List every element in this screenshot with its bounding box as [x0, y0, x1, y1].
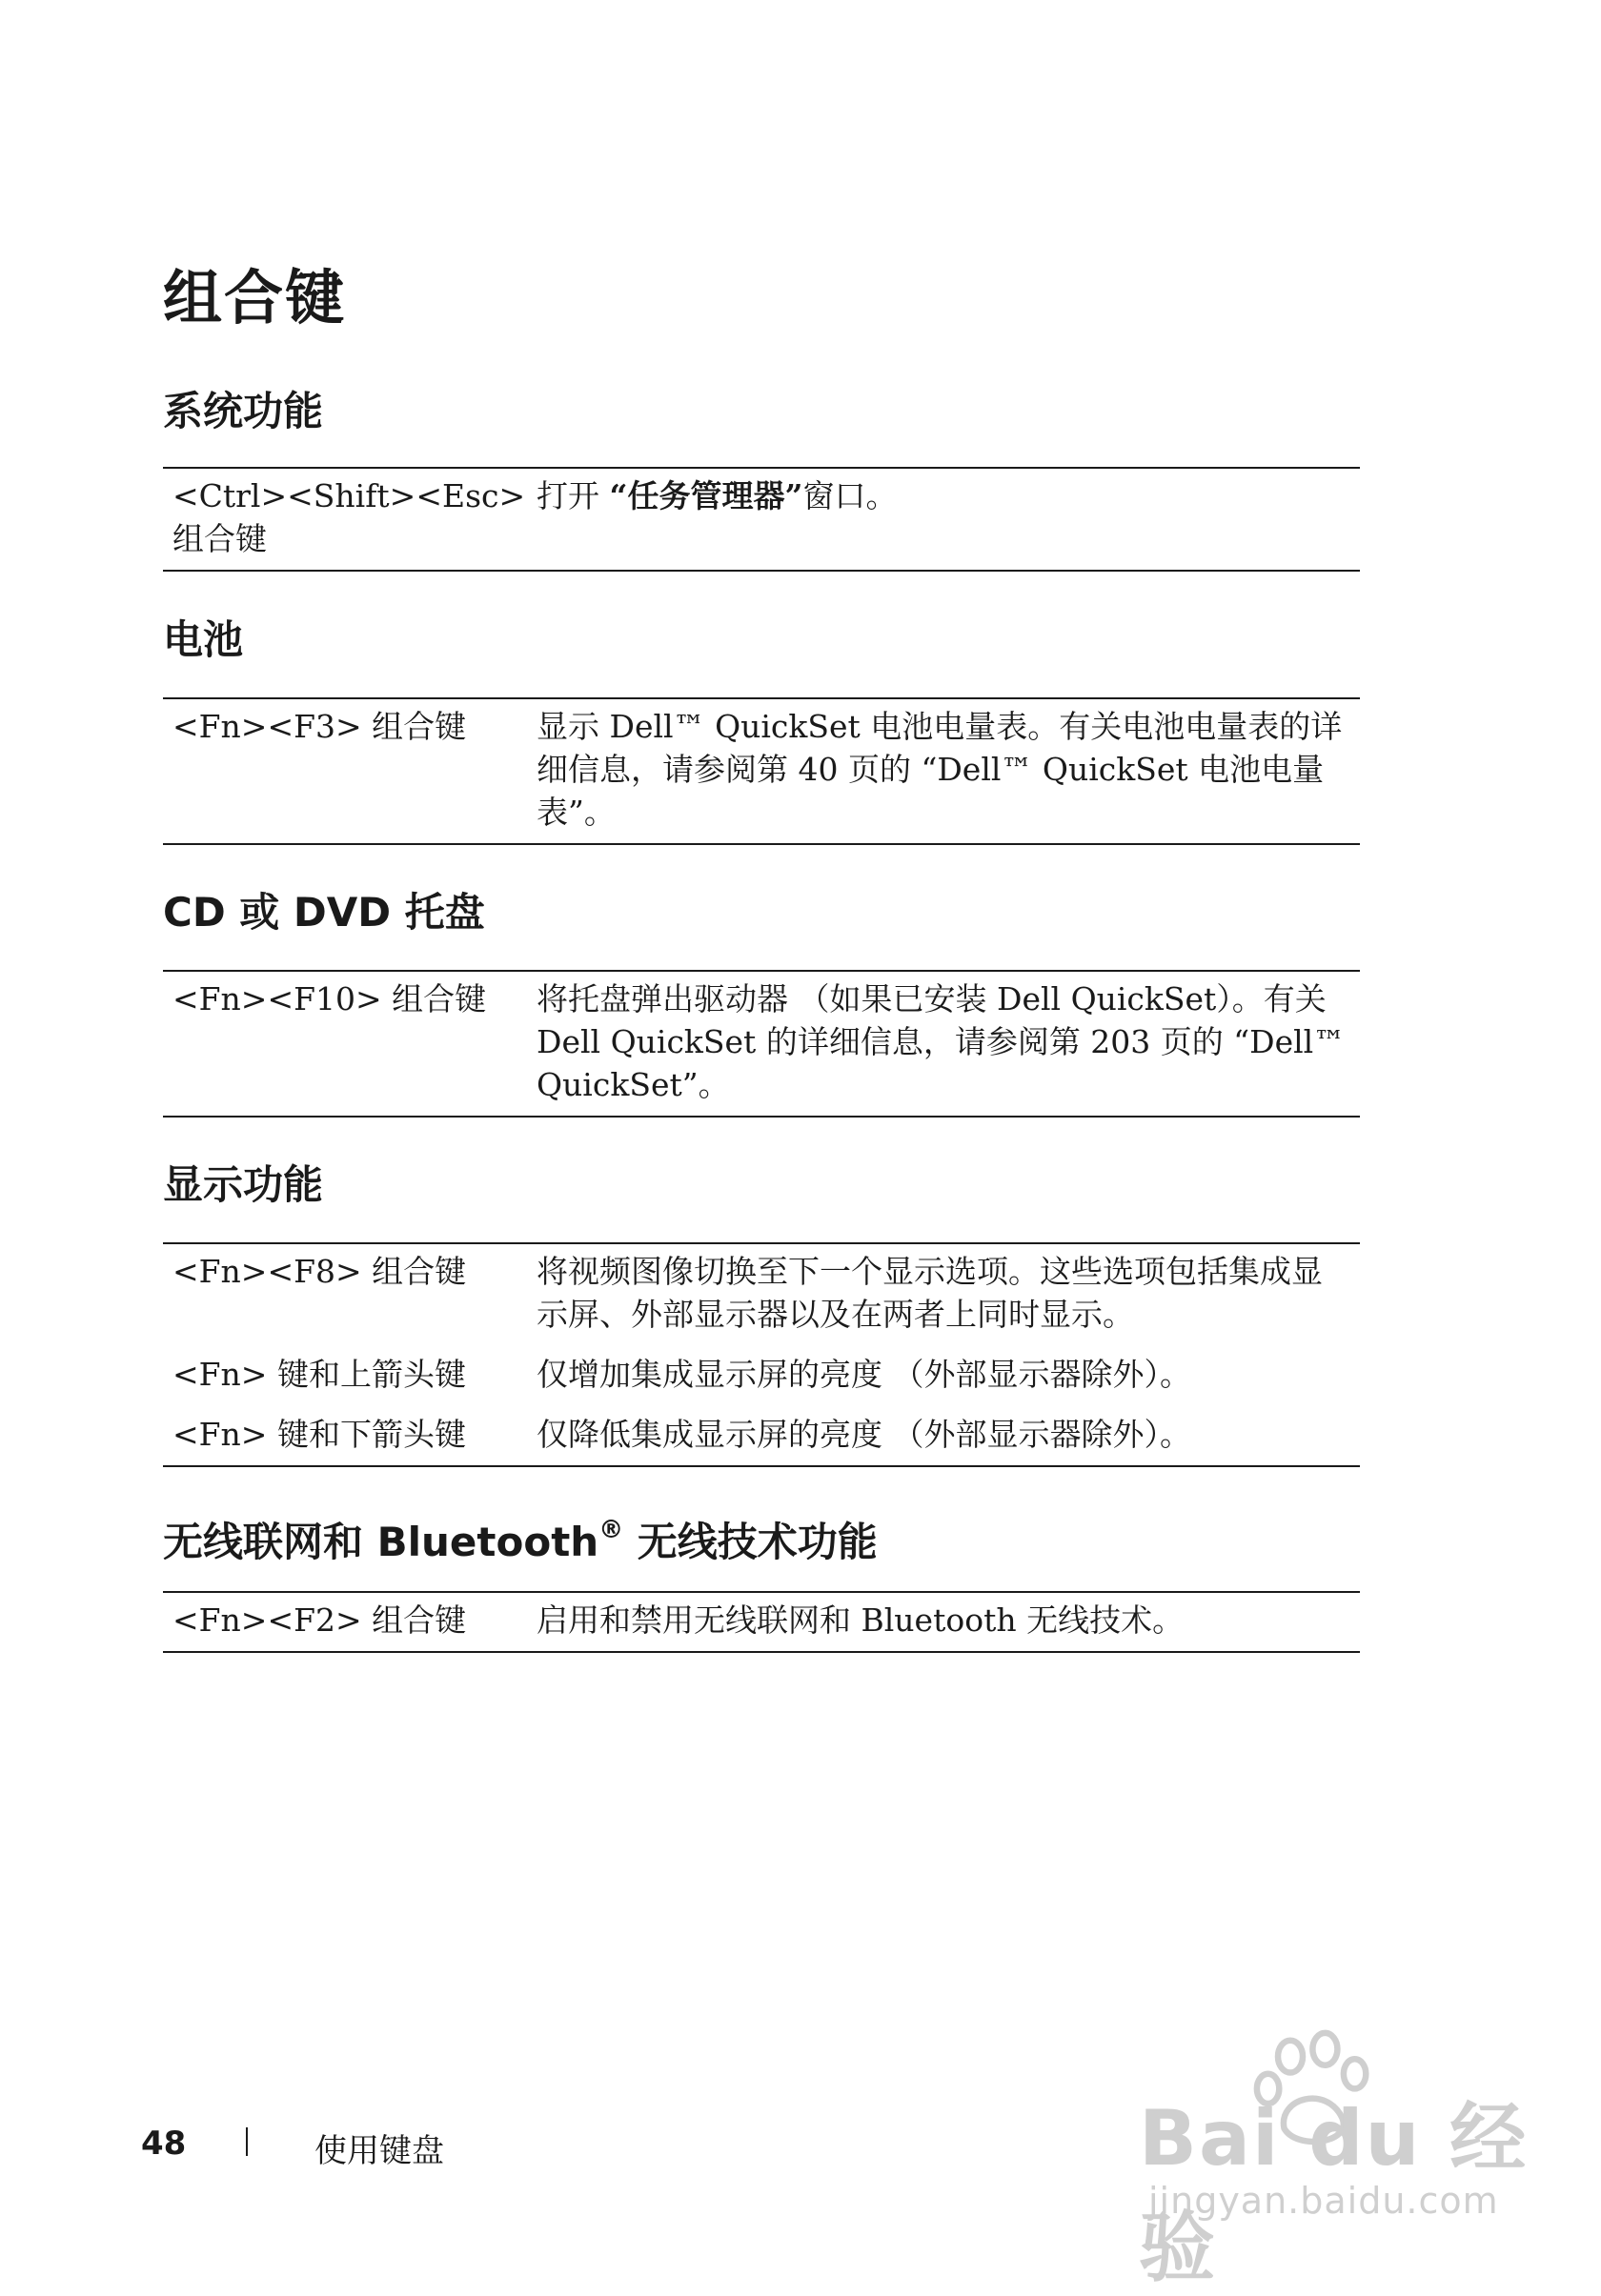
key-combination: <Fn> 键和下箭头键 — [172, 1416, 466, 1453]
chapter-title: 使用键盘 — [314, 2132, 444, 2170]
heading-text: 无线技术功能 — [623, 1519, 878, 1565]
table-row — [163, 705, 1360, 834]
page-number: 48 — [141, 2125, 187, 2163]
watermark-brand: Bai du 经验 — [1139, 2094, 1529, 2292]
section-cd-dvd-tray — [163, 878, 1360, 1118]
table-row — [163, 1599, 1360, 1641]
key-table — [163, 1242, 1360, 1467]
section-heading: 系统功能 — [163, 388, 324, 434]
key-description: 仅降低集成显示屏的亮度 （外部显示器除外）。 — [537, 1416, 1191, 1453]
key-table — [163, 970, 1360, 1118]
key-combination-line2: 组合键 — [172, 520, 267, 557]
registered-mark: ® — [598, 1516, 624, 1544]
page-title: 组合键 — [163, 263, 347, 332]
key-table — [163, 467, 1360, 572]
key-description — [537, 474, 1347, 517]
key-combination: <Fn><F10> 组合键 — [172, 980, 487, 1017]
section-wireless-bluetooth — [163, 1500, 1360, 1653]
watermark-url: jingyan.baidu.com — [1148, 2180, 1499, 2222]
key-description: 将视频图像切换至下一个显示选项。这些选项包括集成显示屏、外部显示器以及在两者上同时显示。 — [537, 1253, 1323, 1333]
table-row — [163, 474, 1360, 560]
key-combination — [163, 474, 537, 560]
table-row — [163, 1353, 1360, 1396]
section-system-functions — [163, 377, 1360, 572]
key-description: 仅增加集成显示屏的亮度 （外部显示器除外）。 — [537, 1356, 1191, 1393]
heading-text: 无线联网和 Bluetooth — [163, 1519, 599, 1565]
description-text: 打开 — [537, 477, 610, 514]
key-combination-line1: <Ctrl><Shift><Esc> — [172, 477, 526, 514]
table-row — [163, 1413, 1360, 1456]
table-row — [163, 1250, 1360, 1336]
baidu-watermark — [1139, 2029, 1539, 2292]
section-heading: 电池 — [163, 616, 244, 663]
key-combination: <Fn> 键和上箭头键 — [172, 1356, 466, 1393]
section-heading — [163, 1500, 1360, 1568]
key-combination: <Fn><F3> 组合键 — [172, 708, 467, 745]
description-text: 窗口。 — [802, 477, 898, 514]
section-heading: 显示功能 — [163, 1161, 324, 1208]
task-manager-name: “任务管理器” — [609, 477, 803, 514]
table-row — [163, 977, 1360, 1106]
footer-divider — [246, 2127, 248, 2156]
key-table — [163, 697, 1360, 845]
key-table — [163, 1591, 1360, 1653]
section-display-functions — [163, 1151, 1360, 1467]
key-description: 将托盘弹出驱动器 （如果已安装 Dell QuickSet）。有关 Dell QuickSet 的详细信息，请参阅第 203 页的 “Dell™ QuickSet”。 — [537, 980, 1346, 1103]
key-description: 显示 Dell™ QuickSet 电池电量表。有关电池电量表的详细信息，请参阅第 40 页的 “Dell™ QuickSet 电池电量表”。 — [537, 708, 1343, 831]
key-combination: <Fn><F8> 组合键 — [172, 1253, 467, 1290]
section-heading: CD 或 DVD 托盘 — [163, 889, 485, 936]
key-description: 启用和禁用无线联网和 Bluetooth 无线技术。 — [537, 1601, 1185, 1639]
key-combination: <Fn><F2> 组合键 — [172, 1601, 467, 1639]
section-battery — [163, 606, 1360, 845]
